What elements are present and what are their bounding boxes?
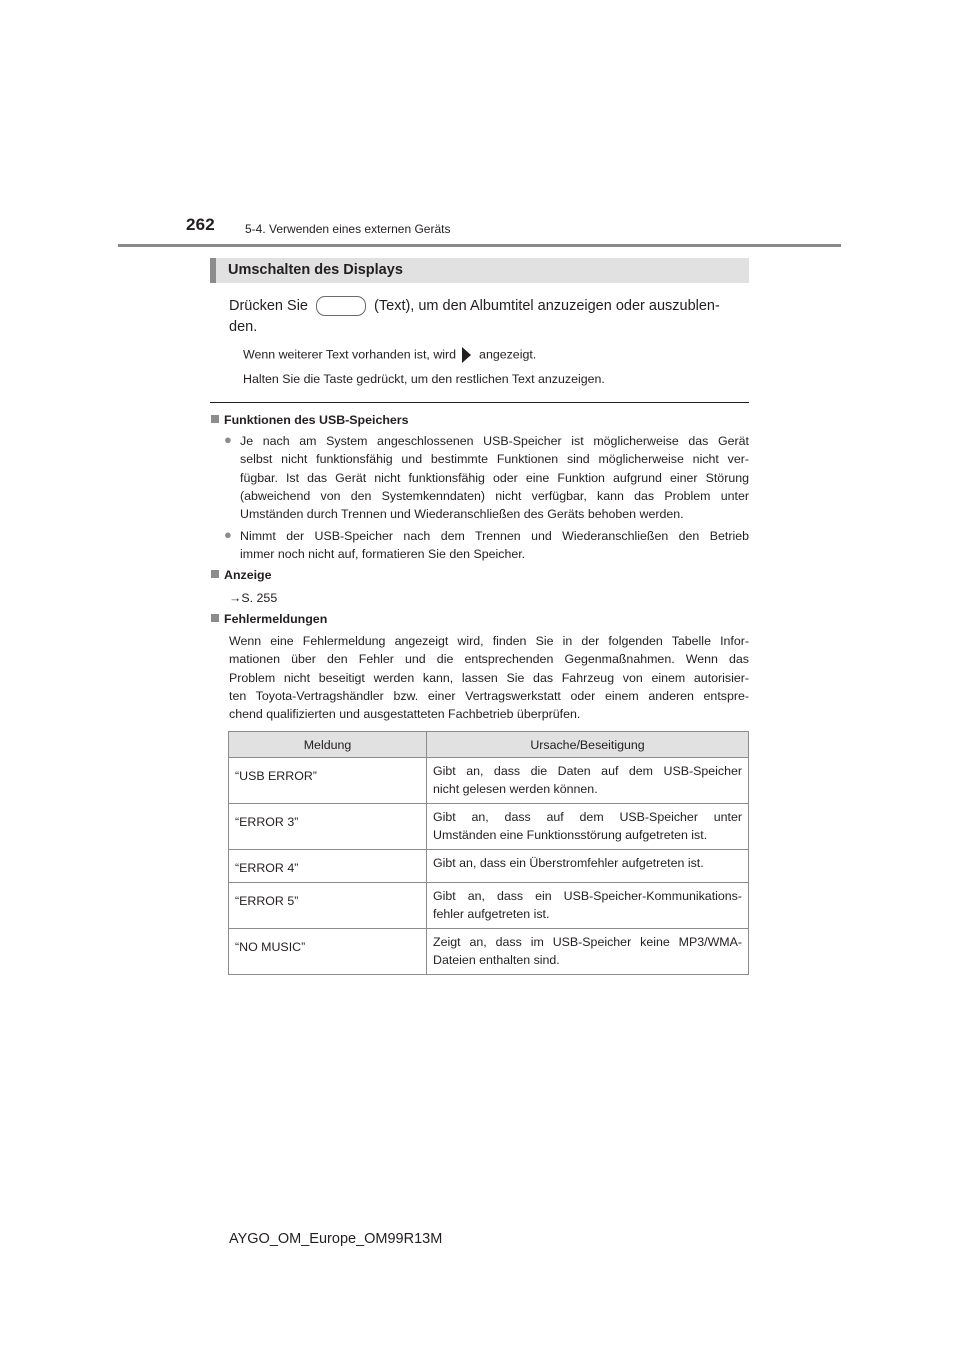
- note-more-text: [243, 347, 536, 363]
- table-row: [229, 929, 749, 975]
- errors-paragraph: [229, 632, 749, 723]
- column-header-meldung: Meldung: [229, 732, 427, 758]
- section-title: 5-4. Verwenden eines externen Geräts: [245, 222, 451, 236]
- square-bullet-icon: [211, 570, 219, 578]
- footer-doc-id: AYGO_OM_Europe_OM99R13M: [229, 1231, 443, 1247]
- usb-bullet-2: [240, 527, 749, 564]
- error-cause-cell: [427, 883, 749, 929]
- table-row: [229, 804, 749, 850]
- display-section-heading: [210, 258, 749, 283]
- instruction-line: [229, 296, 720, 316]
- text-line: mationen über den Fehler und die entsprechenden Gegenmaßnahmen. Wenn das: [229, 652, 749, 667]
- text-line: ten Toyota-Vertragshändler bzw. einer Vertragswerkstatt oder einem anderen entspre-: [229, 688, 749, 703]
- error-cause-cell: [427, 929, 749, 975]
- error-message-cell: “ERROR 3”: [229, 804, 427, 850]
- square-bullet-icon: [211, 614, 219, 622]
- table-row: [229, 883, 749, 929]
- text-line: Gibt an, dass ein Überstromfehler aufgetreten ist.: [433, 856, 704, 870]
- column-header-ursache: Ursache/Beseitigung: [427, 732, 749, 758]
- instruction-continued: den.: [229, 319, 258, 335]
- text-line: Umständen eine Funktionsstörung aufgetreten ist.: [433, 828, 708, 842]
- arrow-right-icon: →: [229, 591, 242, 605]
- error-cause-cell: [427, 804, 749, 850]
- text-line: selbst nicht funktionsfähig und bestimmte Funktionen sind möglicherweise nicht ver-: [240, 452, 749, 467]
- header-rule: [118, 244, 841, 247]
- triangle-right-icon: [462, 347, 471, 363]
- error-messages-table: [228, 731, 749, 975]
- error-message-cell: “ERROR 5”: [229, 883, 427, 929]
- anzeige-heading-text: Anzeige: [224, 568, 272, 582]
- text-line: fehler aufgetreten ist.: [433, 907, 550, 921]
- text-line: immer noch nicht auf, formatieren Sie den Speicher.: [240, 547, 526, 562]
- text-line: Wenn eine Fehlermeldung angezeigt wird, finden Sie in der folgenden Tabelle Infor-: [229, 634, 749, 648]
- page-number: 262: [186, 215, 215, 234]
- usb-functions-heading: [211, 413, 409, 427]
- anzeige-heading: [211, 568, 272, 582]
- instruction-before: Drücken Sie: [229, 297, 308, 314]
- text-line: Gibt an, dass die Daten auf dem USB-Speicher: [433, 764, 742, 778]
- text-button-icon: [316, 296, 366, 316]
- text-line: Zeigt an, dass im USB-Speicher keine MP3/WMA-: [433, 935, 742, 949]
- bullet-icon: ●: [224, 527, 232, 542]
- error-cause-cell: [427, 850, 749, 883]
- error-message-cell: “ERROR 4”: [229, 850, 427, 883]
- usb-bullet-1: [240, 432, 749, 523]
- text-line: Umständen durch Trennen und Wiederanschließen des Geräts behoben werden.: [240, 507, 684, 522]
- table-row: [229, 758, 749, 804]
- text-line: fügbar. Ist das Gerät nicht funktionsfähig oder eine Funktion aufgrund einer Störung: [240, 470, 749, 485]
- text-line: Problem nicht beseitigt werden kann, lassen Sie das Fahrzeug von einem autorisier-: [229, 670, 749, 685]
- errors-heading: [211, 612, 327, 626]
- anzeige-ref-text: S. 255: [241, 591, 278, 605]
- display-section-title: Umschalten des Displays: [228, 262, 403, 278]
- square-bullet-icon: [211, 415, 219, 423]
- text-line: chend qualifizierten und ausgestatteten Fachbetrieb überprüfen.: [229, 707, 581, 722]
- usb-functions-heading-text: Funktionen des USB-Speichers: [224, 413, 409, 427]
- text-line: Gibt an, dass auf dem USB-Speicher unter: [433, 810, 742, 824]
- text-line: Nimmt der USB-Speicher nach dem Trennen und Wiederanschließen den Betrieb: [240, 529, 749, 543]
- note1-before: Wenn weiterer Text vorhanden ist, wird: [243, 347, 457, 362]
- error-message-cell: “USB ERROR”: [229, 758, 427, 804]
- anzeige-page-ref[interactable]: [229, 589, 277, 607]
- note-hold-button: Halten Sie die Taste gedrückt, um den restlichen Text anzuzeigen.: [243, 372, 605, 386]
- errors-heading-text: Fehlermeldungen: [224, 612, 328, 626]
- instruction-after: (Text), um den Albumtitel anzuzeigen oder auszublen-: [374, 297, 720, 314]
- error-cause-cell: [427, 758, 749, 804]
- table-row: [229, 850, 749, 883]
- note1-after: angezeigt.: [479, 347, 537, 362]
- table-header-row: [229, 732, 749, 758]
- separator-rule: [210, 402, 749, 403]
- text-line: nicht gelesen werden können.: [433, 782, 598, 796]
- error-message-cell: “NO MUSIC”: [229, 929, 427, 975]
- text-line: Dateien enthalten sind.: [433, 953, 560, 967]
- text-line: (abweichend von den Systemkenndaten) nicht verfügbar, kann das Problem unter: [240, 488, 749, 503]
- text-line: Gibt an, dass ein USB-Speicher-Kommunikations-: [433, 889, 742, 903]
- text-line: Je nach am System angeschlossenen USB-Speicher ist möglicherweise das Gerät: [240, 434, 749, 448]
- bullet-icon: ●: [224, 432, 232, 447]
